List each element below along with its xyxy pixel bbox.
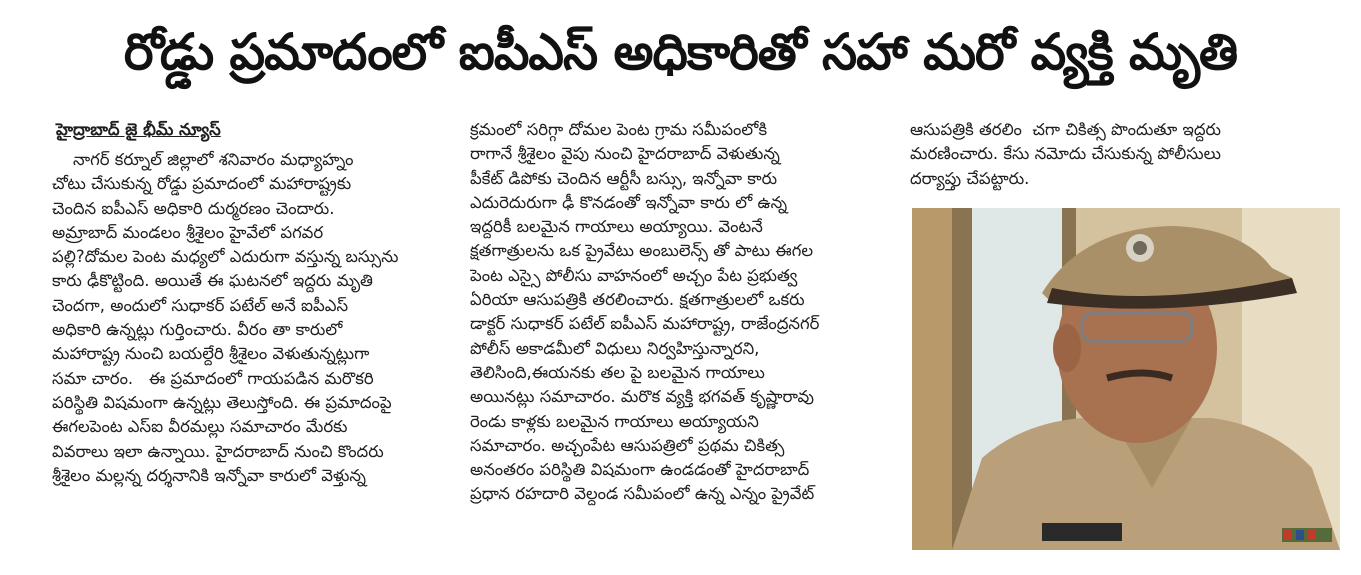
text-line: అమ్రాబాద్ మండలం శ్రీశైలం హైవేలో పగవర <box>52 222 324 242</box>
text-line: పల్లి?దోమల పెంట మధ్యలో ఎదురుగా వస్తున్న బస్సును <box>52 247 399 267</box>
text-line: శ్రీశైలం మల్లన్న దర్శనానికి ఇన్నోవా కారులో వెళ్తున్న <box>52 465 366 485</box>
article-column-2 <box>470 118 890 507</box>
text-line: అనంతరం పరిస్థితి విషమంగా ఉండడంతో హైదరాబాద్ <box>470 460 810 480</box>
text-line: ప్రధాన రహదారి వెల్దండ సమీపంలో ఉన్న ఎన్నం ప్రైవేట్ <box>470 484 815 504</box>
text-line: చోటు చేసుకున్న రోడ్డు ప్రమాదంలో మహారాష్ట్రకు <box>52 174 352 194</box>
text-line: చెందిన ఐపీఎస్ అధికారి దుర్మరణం చెందారు. <box>52 198 335 218</box>
column-1-lines <box>52 148 450 488</box>
text-line: రాగానే శ్రీశైలం వైపు నుంచి హైదరాబాద్ వెళుతున్న <box>470 144 780 164</box>
text-line: పీకేట్ డిపోకు చెందిన ఆర్టీసీ బస్సు, ఇన్నోవా కారు <box>470 168 778 188</box>
text-line: అధికారి ఉన్నట్లు గుర్తించారు. వీరం తా కారులో <box>52 320 343 340</box>
text-line: చెందగా, అందులో సుధాకర్ పటేల్ అనే ఐపీఎస్ <box>52 295 349 315</box>
text-line: దర్యాప్తు చేపట్టారు. <box>910 168 1030 188</box>
text-line: ఈగలపెంట ఎస్ఐ వీరమల్లు సమాచారం మేరకు <box>52 417 348 437</box>
headline: రోడ్డు ప్రమాదంలో ఐపీఎస్ అధికారితో సహా మరో వ్యక్తి మృతి <box>123 22 1238 81</box>
text-line: పెంట ఎస్సై పోలీసు వాహనంలో అచ్చం పేట ప్రభుత్వ <box>470 265 798 285</box>
officer-photo <box>912 208 1340 550</box>
text-line: డాక్టర్ సుధాకర్ పటేల్ ఐపీఎస్ మహారాష్ట్ర, రాజేంద్రనగర్ <box>470 314 820 334</box>
byline: హైద్రాబాద్ జై భీమ్ న్యూస్ <box>56 120 221 139</box>
text-line: ఆసుపత్రికి తరలిం చగా చికిత్స పొందుతూ ఇద్దరు <box>910 120 1222 139</box>
text-line: ఇద్దరికీ బలమైన గాయాలు అయ్యాయి. వెంటనే <box>470 217 763 237</box>
text-line: సమాచారం. అచ్చంపేట ఆసుపత్రిలో ప్రథమ చికిత్స <box>470 435 785 455</box>
text-line: ఏరియా ఆసుపత్రికి తరలించారు. క్షతగాత్రులలో ఒకరు <box>470 290 805 310</box>
text-line: ఎదురెదురుగా ఢీ కొనడంతో ఇన్నోవా కారు లో ఉన్న <box>470 192 788 212</box>
column-3-lines <box>910 118 1340 191</box>
text-line: నాగర్ కర్నూల్ జిల్లాలో శనివారం మధ్యాహ్నం <box>52 150 354 169</box>
text-line: మహారాష్ట్ర నుంచి బయల్దేరి శ్రీశైలం వెళుతున్నట్లుగా <box>52 344 370 364</box>
text-line: తెలిసింది,ఈయనకు తల పై బలమైన గాయాలు <box>470 362 765 382</box>
column-2-lines <box>470 118 890 507</box>
text-line: క్షతగాత్రులను ఒక ప్రైవేటు అంబులెన్స్ తో పాటు ఈగల <box>470 241 814 261</box>
officer-portrait-image <box>912 208 1340 550</box>
text-line: వివరాలు ఇలా ఉన్నాయి. హైదరాబాద్ నుంచి కొందరు <box>52 441 384 461</box>
text-line: సమా చారం. ఈ ప్రమాదంలో గాయపడిన మరొకరి <box>52 368 374 388</box>
text-line: క్రమంలో సరిగ్గా దోమల పెంట గ్రామ సమీపంలోకి <box>470 120 768 139</box>
text-line: మరణించారు. కేసు నమోదు చేసుకున్న పోలీసులు <box>910 144 1221 164</box>
text-line: అయినట్లు సమాచారం. మరొక వ్యక్తి భగవత్ కృష్ణారావు <box>470 387 814 407</box>
text-line: రెండు కాళ్లకు బలమైన గాయాలు అయ్యాయని <box>470 411 759 431</box>
text-line: పరిస్థితి విషమంగా ఉన్నట్లు తెలుస్తోంది. ఈ ప్రమాదంపై <box>52 392 392 412</box>
text-line: పోలీస్ అకాడమీలో విధులు నిర్వహిస్తున్నారని, <box>470 338 760 358</box>
article-column-3 <box>910 118 1340 191</box>
text-line: కారు ఢీకొట్టింది. అయితే ఈ ఘటనలో ఇద్దరు మృతి <box>52 271 373 291</box>
article-column-1 <box>52 118 450 488</box>
